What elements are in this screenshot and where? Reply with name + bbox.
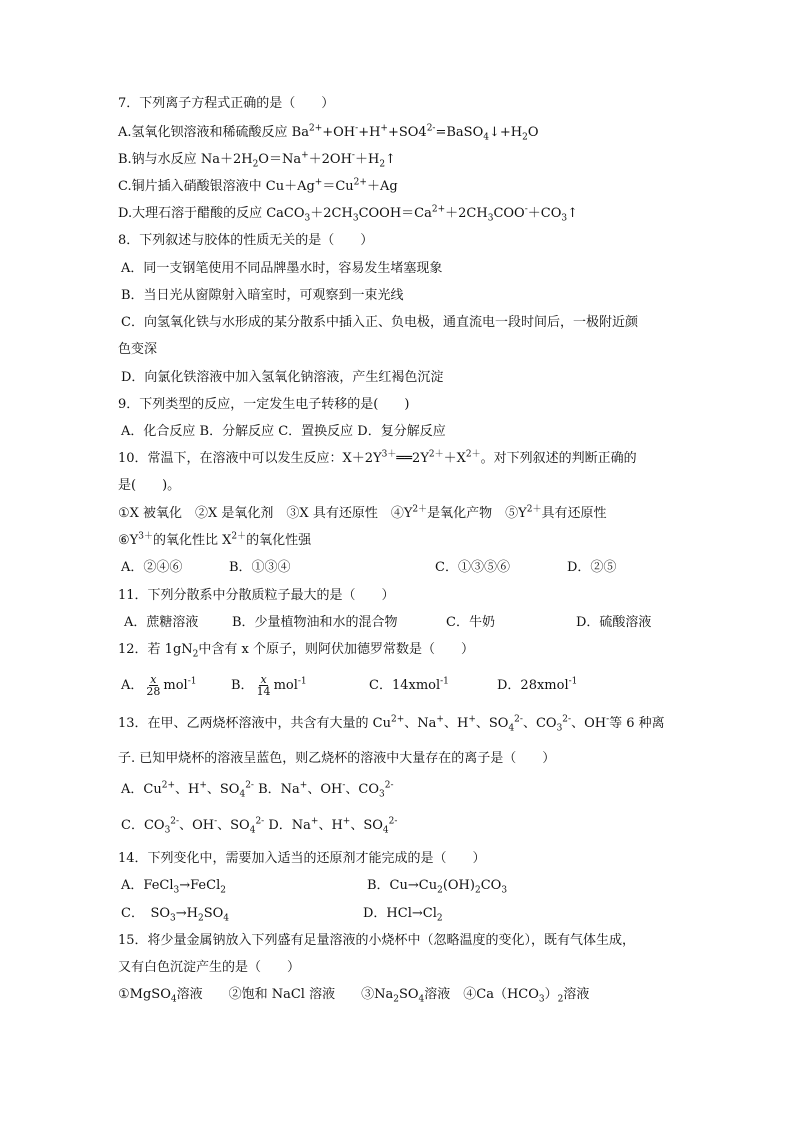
q11-option-c: C．牛奶 (446, 615, 495, 630)
q8-stem: 8．下列叙述与胶体的性质无关的是（ ） (118, 233, 374, 248)
q8-option-d: D．向氯化铁溶液中加入氢氧化钠溶液，产生红褐色沉淀 (121, 370, 444, 385)
q9-options: A．化合反应 B．分解反应 C．置换反应 D．复分解反应 (121, 424, 446, 439)
q12-option-d: D．28xmol$^{-1}$ (497, 676, 578, 693)
q14-option-c: C． $SO_3\to H_2SO_4$ (121, 906, 230, 924)
q7-stem: 7．下列离子方程式正确的是（ ） (118, 96, 335, 111)
q12-option-b: B． $\frac{x}{14}$ mol$^{-1}$ (231, 673, 307, 698)
q14-option-a: A．FeCl$_3$→FeCl$_2$ (121, 878, 226, 896)
q13-options-cd: C．$CO_3^{2-}$、OH-、$SO_4^{2-}$ D．Na+、H+、$SO_4^{2-}$ (121, 816, 398, 836)
q13-stem: 13．在甲、乙两烧杯溶液中，共含有大量的 $Cu^{2+}$、Na+、H+、$SO_4^{2-}$、$CO_3^{2-}$、OH-等 6 种离 (118, 714, 665, 734)
q11-option-a: A．蔗糖溶液 (124, 615, 199, 630)
q9-stem: 9．下列类型的反应，一定发生电子转移的是( ) (118, 397, 410, 412)
q12-option-c: C．14xmol$^{-1}$ (369, 676, 449, 693)
q8-option-c: C．向氢氧化铁与水形成的某分散系中插入正、负电极，通直流电一段时间后，一极附近颜 (121, 315, 638, 330)
q10-option-a: A．②④⑥ (121, 560, 183, 575)
q14-option-b: B．$Cu\to Cu_2(OH)_2CO_3$ (367, 878, 508, 896)
q7-option-a: A.氢氧化钡溶液和稀硫酸反应 $Ba^{2+}+OH^-+H^++SO4^{2-}=BaSO_4↓+H_2O$ (118, 123, 539, 143)
q10-statements-1: ①X 被氧化 ②X 是氧化剂 ③X 具有还原性 $④Y^{2+}$是氧化产物 $⑤Y^{2+}$具有还原性 (118, 504, 607, 521)
q11-option-b: B．少量植物油和水的混合物 (232, 615, 398, 630)
q7-option-b: B.钠与水反应 $Na+2H_2O=Na^++2OH^-+H_2↑$ (118, 150, 396, 170)
q10-option-d: D．②⑤ (567, 560, 617, 575)
fraction: $\frac{x}{28}$ (146, 673, 161, 698)
q10-option-c: C．①③⑤⑥ (435, 560, 510, 575)
q15-stem-cont: 又有白色沉淀产生的是（ ） (118, 960, 301, 975)
q10-stem-cont: 是( )。 (118, 478, 181, 493)
q7-option-d: D.大理石溶于醋酸的反应 $CaCO_3+2CH_3COOH=Ca^{2+}+2CH_3COO^-+CO_3↑$ (118, 204, 578, 224)
fraction: $\frac{x}{14}$ (256, 673, 271, 698)
q7-option-c: C.铜片插入硝酸银溶液中 $Cu+Ag^+=Cu^{2+}+Ag$ (118, 177, 398, 194)
q12-option-a: A． $\frac{x}{28}$ mol$^{-1}$ (121, 673, 197, 698)
q13-options-ab: A．$Cu^{2+}$、H+、$SO_4^{2-}$ B．Na+、OH-、$CO_3^{2-}$ (121, 780, 394, 800)
q11-option-d: D．硫酸溶液 (576, 615, 652, 630)
q15-stem: 15．将少量金属钠放入下列盛有足量溶液的小烧杯中（忽略温度的变化），既有气体生成， (118, 933, 636, 948)
q8-option-b: B．当日光从窗隙射入暗室时，可观察到一束光线 (121, 288, 404, 303)
q10-stem: 10．常温下，在溶液中可以发生反应：$X+2Y^{3+}══2Y^{2+}+X^{2+}$。对下列叙述的判断正确的 (118, 449, 637, 466)
q14-option-d: D．$HCl\to Cl_2$ (363, 906, 443, 924)
q15-items: ①MgSO$_4$溶液 ②饱和 NaCl 溶液 $③Na_2SO_4$溶液 $④Ca(HCO_3)_2$溶液 (118, 987, 590, 1005)
q14-stem: 14．下列变化中，需要加入适当的还原剂才能完成的是（ ） (118, 851, 486, 866)
q10-statements-2: $⑥Y^{3+}$的氧化性比 $X^{2+}$的氧化性强 (118, 531, 312, 548)
q10-option-b: B．①③④ (229, 560, 291, 575)
q8-option-c-cont: 色变深 (118, 342, 158, 357)
q11-stem: 11．下列分散系中分散质粒子最大的是（ ） (118, 588, 395, 603)
q12-stem: 12．若 $1gN_2$中含有 x 个原子，则阿伏加德罗常数是（ ） (118, 642, 474, 660)
q8-option-a: A．同一支钢笔使用不同品牌墨水时，容易发生堵塞现象 (121, 261, 443, 276)
q13-stem-cont: 子. 已知甲烧杯的溶液呈蓝色，则乙烧杯的溶液中大量存在的离子是（ ） (118, 751, 556, 766)
